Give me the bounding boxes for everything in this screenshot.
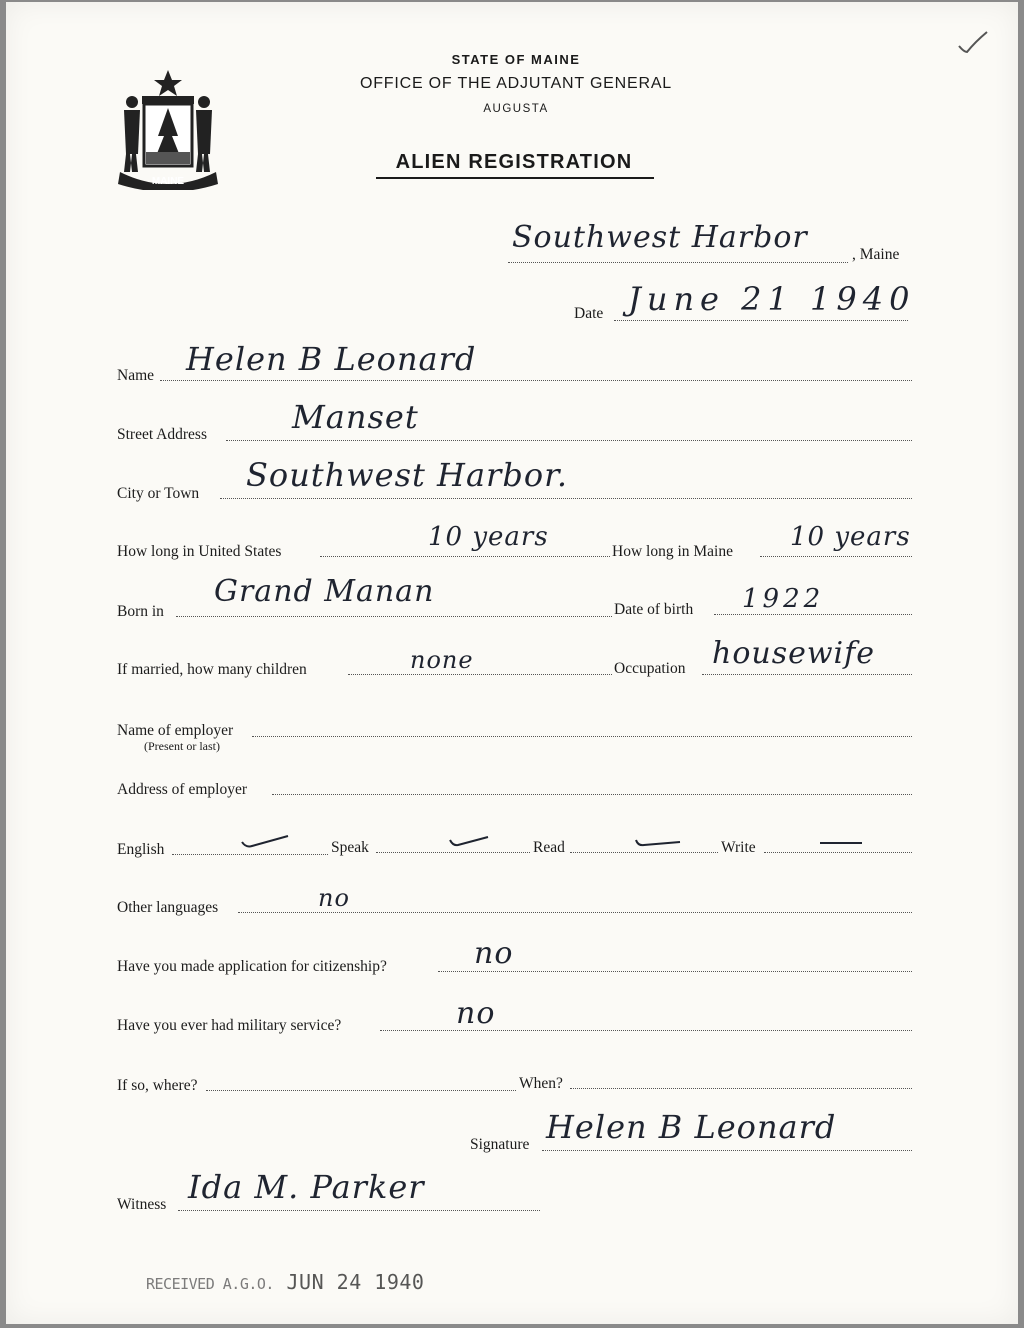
title-underline — [376, 177, 654, 179]
date-line — [614, 320, 908, 321]
employer-label: Name of employer — [117, 722, 234, 739]
city-entry: Southwest Harbor. — [246, 456, 569, 494]
town-entry: Southwest Harbor — [512, 220, 808, 255]
town-line — [508, 262, 848, 263]
write-line — [764, 852, 912, 853]
when-line — [570, 1088, 912, 1089]
header-office: OFFICE OF THE ADJUTANT GENERAL — [359, 75, 673, 92]
other-languages-entry: no — [318, 884, 350, 912]
received-stamp — [146, 1270, 424, 1294]
write-check-icon — [818, 838, 866, 850]
other-languages-label: Other languages — [117, 899, 219, 916]
citizenship-line — [438, 971, 912, 972]
born-label: Born in — [117, 603, 164, 620]
city-label: City or Town — [117, 485, 200, 502]
write-label: Write — [721, 839, 756, 856]
witness-label: Witness — [117, 1196, 167, 1213]
form-title: ALIEN REGISTRATION — [395, 151, 633, 173]
signature-line — [542, 1150, 912, 1151]
occupation-entry: housewife — [712, 636, 875, 671]
employer-line — [252, 736, 912, 737]
dob-line — [714, 614, 912, 615]
where-line — [206, 1090, 516, 1091]
city-line — [220, 498, 912, 499]
street-entry: Manset — [292, 398, 419, 436]
speak-check-icon — [448, 834, 492, 850]
signature-entry: Helen B Leonard — [546, 1108, 837, 1146]
header-state: STATE OF MAINE — [451, 52, 581, 67]
children-entry: none — [410, 646, 474, 674]
where-label: If so, where? — [117, 1077, 198, 1094]
english-check-icon — [240, 834, 292, 850]
street-label: Street Address — [117, 426, 207, 443]
dob-label: Date of birth — [614, 601, 694, 618]
maine-line — [760, 556, 912, 557]
speak-label: Speak — [331, 839, 369, 856]
children-line — [348, 674, 612, 675]
name-entry: Helen B Leonard — [186, 340, 477, 378]
citizenship-entry: no — [474, 936, 514, 971]
occupation-line — [702, 674, 912, 675]
seal-motto: MAINE — [151, 176, 185, 187]
maine-label: How long in Maine — [612, 543, 733, 560]
town-suffix: , Maine — [852, 246, 900, 263]
when-label: When? — [519, 1075, 563, 1092]
children-label: If married, how many children — [117, 661, 307, 678]
read-check-icon — [634, 836, 684, 850]
read-label: Read — [533, 839, 565, 856]
us-line — [320, 556, 610, 557]
employer-address-label: Address of employer — [117, 781, 247, 798]
name-label: Name — [117, 367, 155, 384]
read-line — [570, 852, 718, 853]
checkmark-icon — [956, 30, 990, 56]
dob-entry: 1922 — [742, 584, 825, 614]
born-entry: Grand Manan — [214, 574, 435, 609]
english-line — [172, 854, 328, 855]
born-line — [176, 616, 612, 617]
date-entry: June 21 1940 — [628, 280, 916, 318]
military-label: Have you ever had military service? — [117, 1017, 342, 1034]
witness-line — [178, 1210, 540, 1211]
received-stamp-label: RECEIVED A.G.O. — [146, 1275, 274, 1293]
other-languages-line — [238, 912, 912, 913]
witness-entry: Ida M. Parker — [188, 1168, 425, 1206]
occupation-label: Occupation — [614, 660, 686, 677]
citizenship-label: Have you made application for citizenship? — [117, 958, 387, 975]
received-stamp-date: JUN 24 1940 — [286, 1270, 425, 1294]
name-line — [160, 380, 912, 381]
employer-sublabel: (Present or last) — [144, 739, 220, 753]
street-line — [226, 440, 912, 441]
employer-address-line — [272, 794, 912, 795]
header-city: AUGUSTA — [483, 103, 549, 115]
us-entry: 10 years — [428, 522, 549, 552]
military-entry: no — [456, 996, 496, 1031]
speak-line — [376, 852, 530, 853]
maine-entry: 10 years — [790, 522, 911, 552]
date-label: Date — [574, 305, 604, 322]
english-label: English — [117, 841, 165, 858]
us-label: How long in United States — [117, 543, 282, 560]
signature-label: Signature — [470, 1136, 530, 1153]
